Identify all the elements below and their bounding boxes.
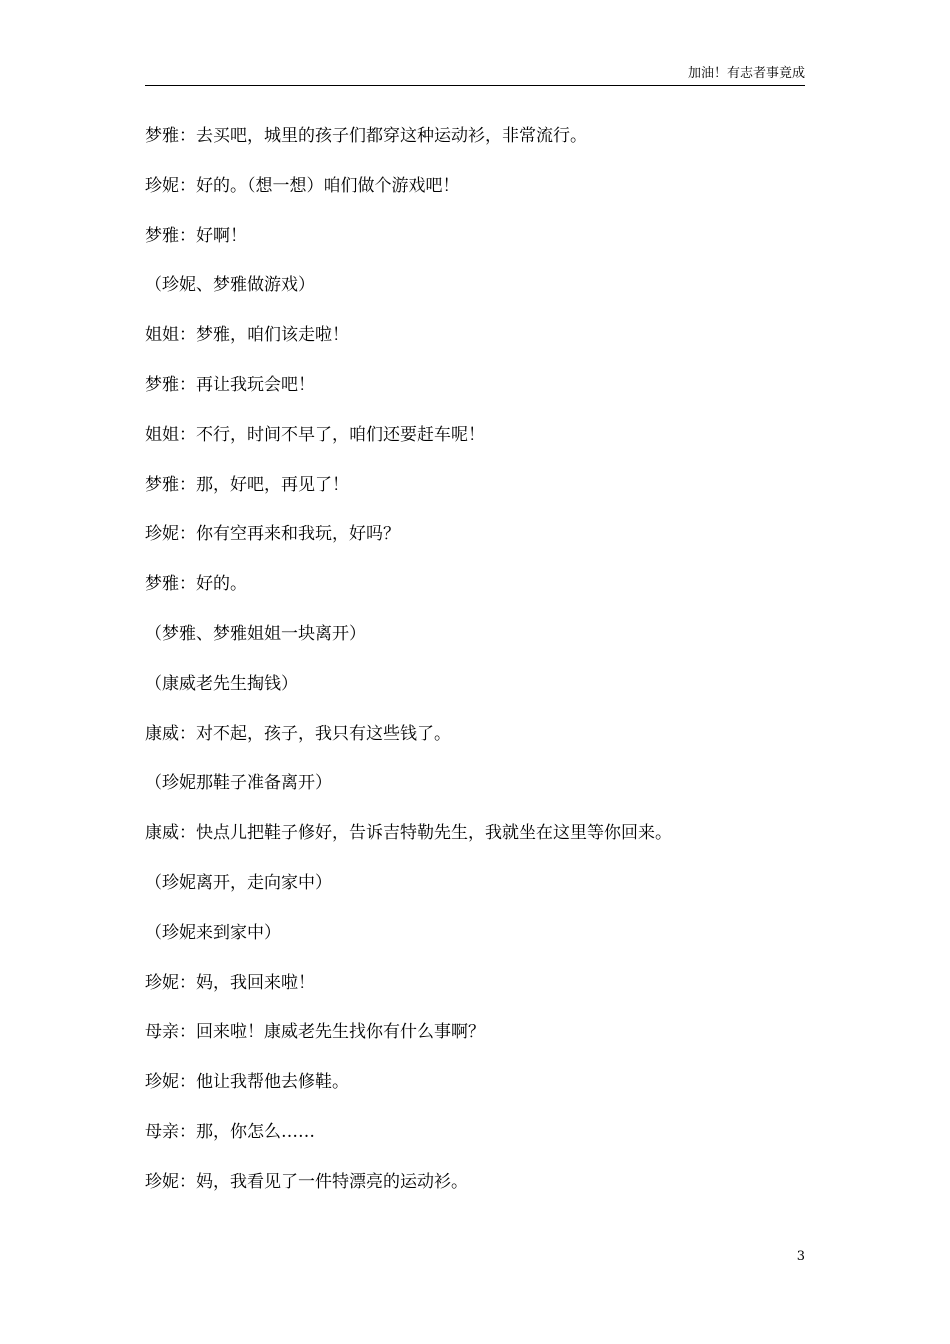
stage-direction: （珍妮那鞋子准备离开） [145, 773, 332, 794]
script-line: 珍妮：你有空再来和我玩，好吗？ [145, 524, 400, 545]
script-line: 梦雅：好啊！ [145, 225, 247, 246]
script-line: 梦雅：好的。 [145, 574, 247, 595]
script-line: 梦雅：去买吧，城里的孩子们都穿这种运动衫，非常流行。 [145, 126, 587, 146]
script-line: 康威：快点儿把鞋子修好，告诉吉特勒先生，我就坐在这里等你回来。 [145, 823, 672, 844]
script-line: 姐姐：梦雅，咱们该走啦！ [145, 325, 349, 346]
script-line: 珍妮：好的。（想一想）咱们做个游戏吧！ [145, 175, 460, 196]
page-number: 3 [796, 1249, 805, 1264]
script-line: 母亲：那，你怎么…… [145, 1121, 315, 1142]
script-line: 珍妮：妈，我看见了一件特漂亮的运动衫。 [145, 1171, 468, 1192]
stage-direction: （梦雅、梦雅姐姐一块离开） [145, 623, 366, 644]
stage-direction: （康威老先生掏钱） [145, 673, 298, 694]
header-rule [145, 85, 805, 86]
stage-direction: （珍妮、梦雅做游戏） [145, 275, 315, 296]
stage-direction: （珍妮离开，走向家中） [145, 872, 332, 893]
script-line: 珍妮：他让我帮他去修鞋。 [145, 1072, 349, 1093]
script-content [145, 122, 805, 1218]
header-text: 加油！有志者事竟成 [687, 66, 805, 81]
script-line: 姐姐：不行，时间不早了，咱们还要赶车呢！ [145, 424, 485, 445]
script-line: 梦雅：再让我玩会吧！ [145, 374, 315, 395]
script-line: 珍妮：妈，我回来啦！ [145, 972, 315, 993]
script-line: 梦雅：那，好吧，再见了！ [145, 474, 349, 495]
script-line: 康威：对不起，孩子，我只有这些钱了。 [145, 723, 451, 744]
stage-direction: （珍妮来到家中） [145, 922, 281, 943]
script-line: 母亲：回来啦！康威老先生找你有什么事啊？ [145, 1022, 485, 1043]
